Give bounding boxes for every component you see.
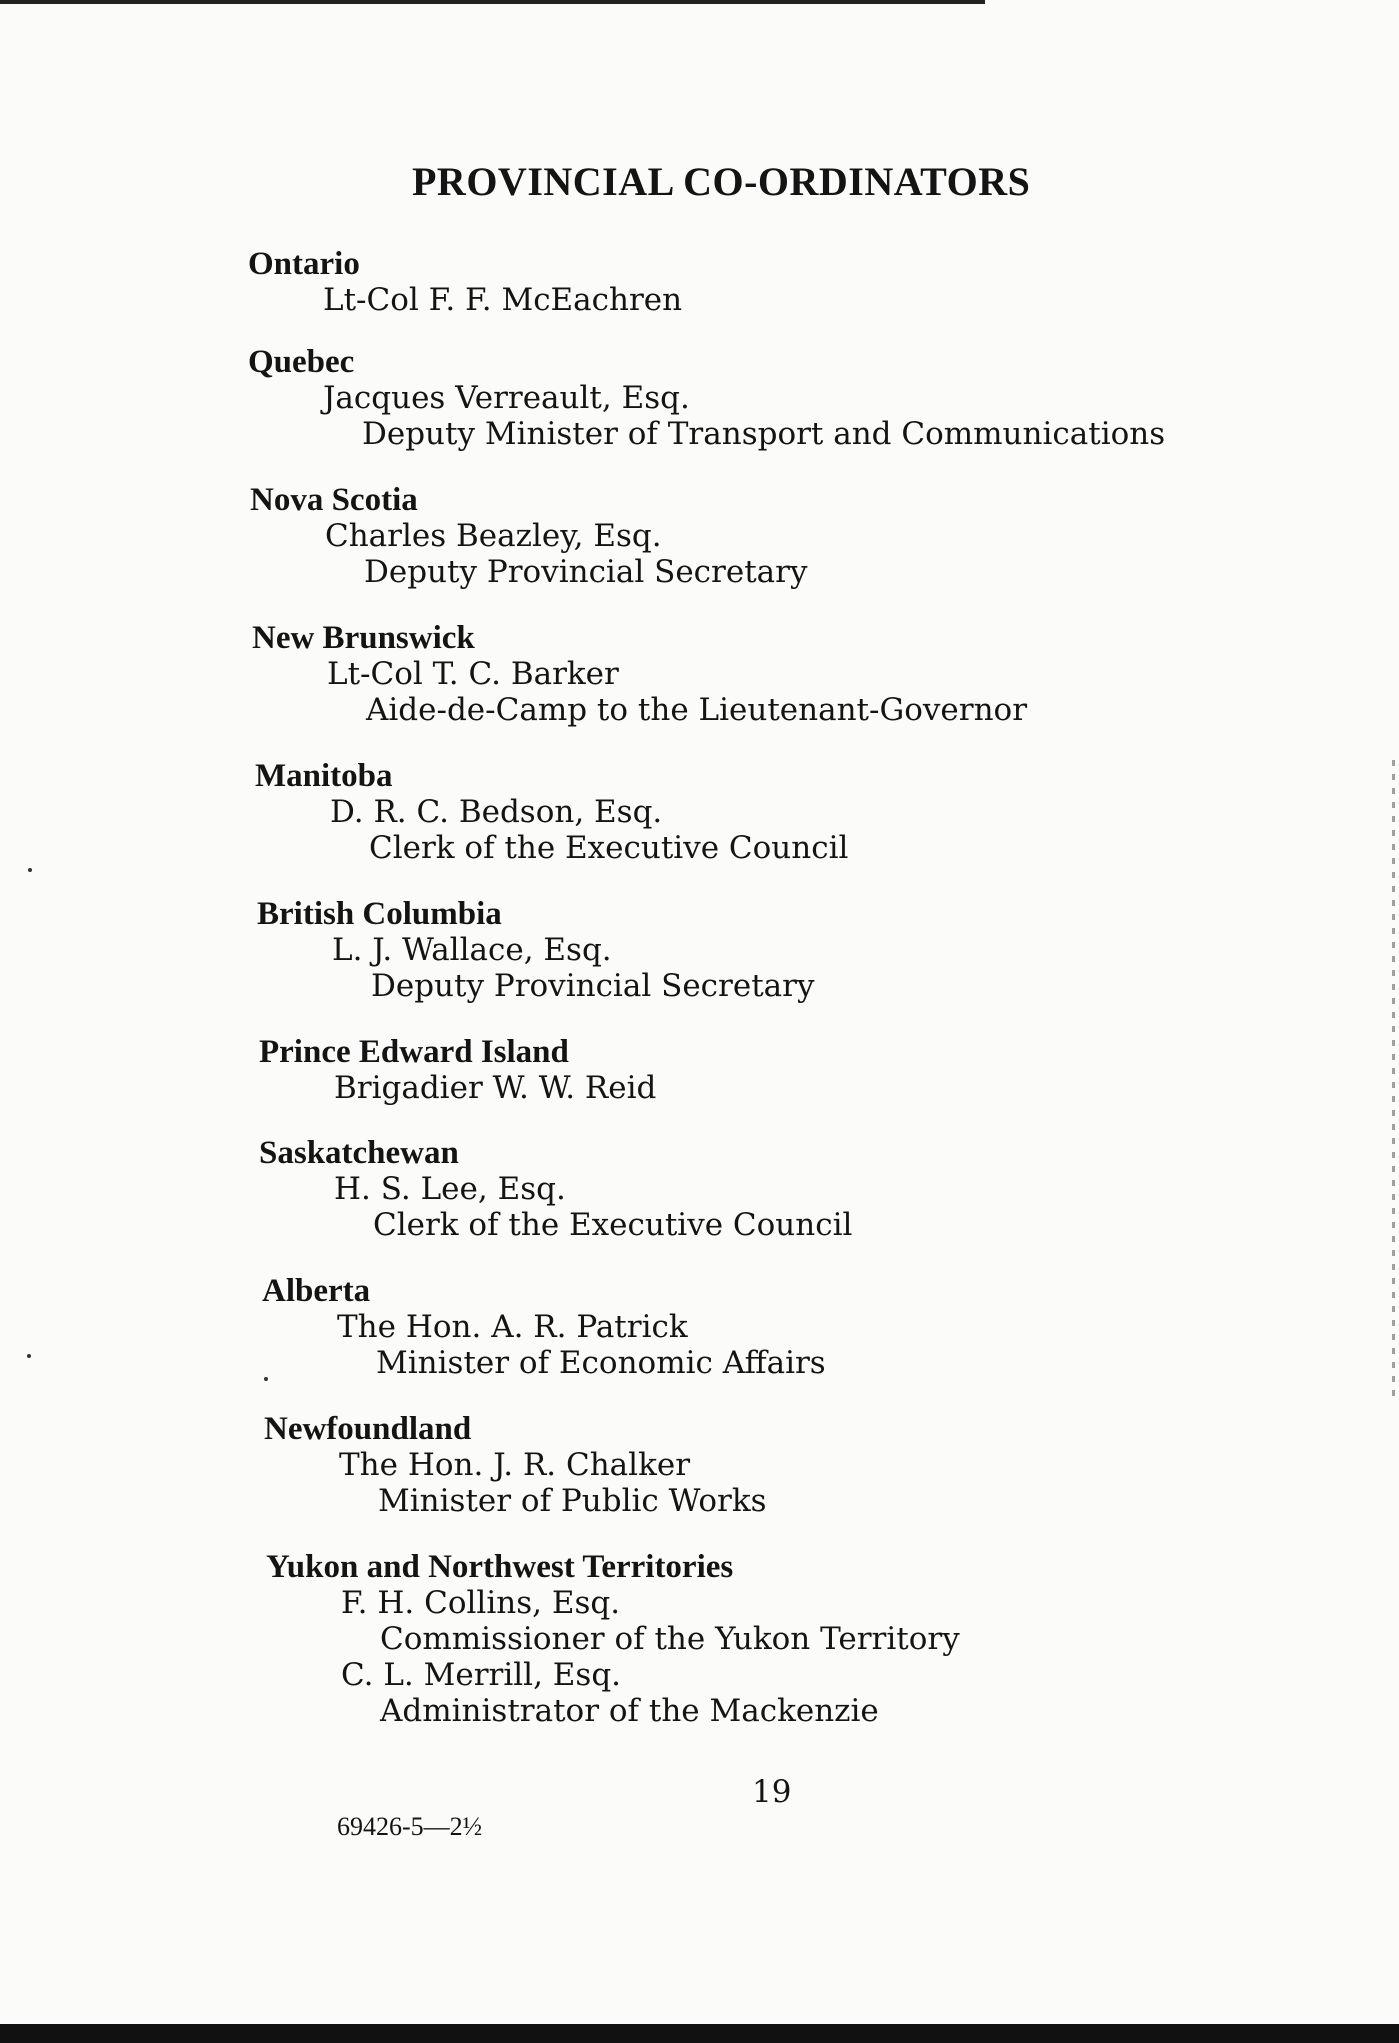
coordinator-name: Jacques Verreault, Esq. <box>323 380 690 416</box>
page-edge-shadow <box>1392 760 1395 1400</box>
province-section <box>264 1411 767 1519</box>
coordinator-name: The Hon. A. R. Patrick <box>337 1309 688 1345</box>
province-section <box>255 758 848 866</box>
coordinator-office: Deputy Minister of Transport and Communications <box>362 416 1166 452</box>
coordinator-office: Minister of Economic Affairs <box>376 1345 826 1381</box>
coordinator-name: F. H. Collins, Esq. <box>341 1585 621 1621</box>
coordinator-name: Brigadier W. W. Reid <box>334 1070 657 1106</box>
province-heading: Quebec <box>248 344 355 380</box>
coordinator-office: Clerk of the Executive Council <box>373 1207 853 1243</box>
province-heading: Yukon and Northwest Territories <box>266 1549 734 1585</box>
coordinator-office: Deputy Provincial Secretary <box>371 968 815 1004</box>
speck <box>27 1354 31 1358</box>
coordinator-name: Lt-Col T. C. Barker <box>327 656 619 692</box>
coordinator-name: D. R. C. Bedson, Esq. <box>330 794 663 830</box>
province-section <box>259 1034 656 1106</box>
page-title: PROVINCIAL CO-ORDINATORS <box>412 159 1031 204</box>
province-heading: Ontario <box>248 246 360 282</box>
coordinator-name: Charles Beazley, Esq. <box>325 518 662 554</box>
coordinator-office: Commissioner of the Yukon Territory <box>380 1621 960 1657</box>
province-section <box>248 246 682 318</box>
coordinator-office: Administrator of the Mackenzie <box>380 1693 879 1729</box>
bottom-scan-edge <box>0 2024 1399 2043</box>
coordinator-name: H. S. Lee, Esq. <box>334 1171 566 1207</box>
coordinator-office: Clerk of the Executive Council <box>369 830 849 866</box>
province-heading: Manitoba <box>255 758 393 794</box>
coordinator-name: C. L. Merrill, Esq. <box>341 1657 622 1693</box>
province-section <box>262 1273 826 1381</box>
province-section <box>259 1135 852 1243</box>
coordinator-name: Lt-Col F. F. McEachren <box>323 282 683 318</box>
coordinator-name: L. J. Wallace, Esq. <box>332 932 612 968</box>
coordinator-name: The Hon. J. R. Chalker <box>339 1447 691 1483</box>
coordinator-office: Aide-de-Camp to the Lieutenant-Governor <box>366 692 1028 728</box>
coordinator-office: Minister of Public Works <box>378 1483 767 1519</box>
province-heading: Alberta <box>262 1273 371 1309</box>
province-section <box>257 896 814 1004</box>
province-heading: Newfoundland <box>264 1411 472 1447</box>
province-section <box>266 1549 960 1729</box>
province-section <box>250 482 807 590</box>
speck <box>28 868 32 872</box>
province-heading: Saskatchewan <box>259 1135 459 1171</box>
province-section <box>248 344 1165 452</box>
province-heading: New Brunswick <box>252 620 475 656</box>
province-heading: Nova Scotia <box>250 482 418 518</box>
province-heading: British Columbia <box>257 896 502 932</box>
page-number: 19 <box>752 1774 792 1810</box>
print-code: 69426-5—2½ <box>337 1812 483 1841</box>
province-section <box>252 620 1027 728</box>
province-heading: Prince Edward Island <box>259 1034 569 1070</box>
coordinator-office: Deputy Provincial Secretary <box>364 554 808 590</box>
top-rule <box>0 0 985 4</box>
